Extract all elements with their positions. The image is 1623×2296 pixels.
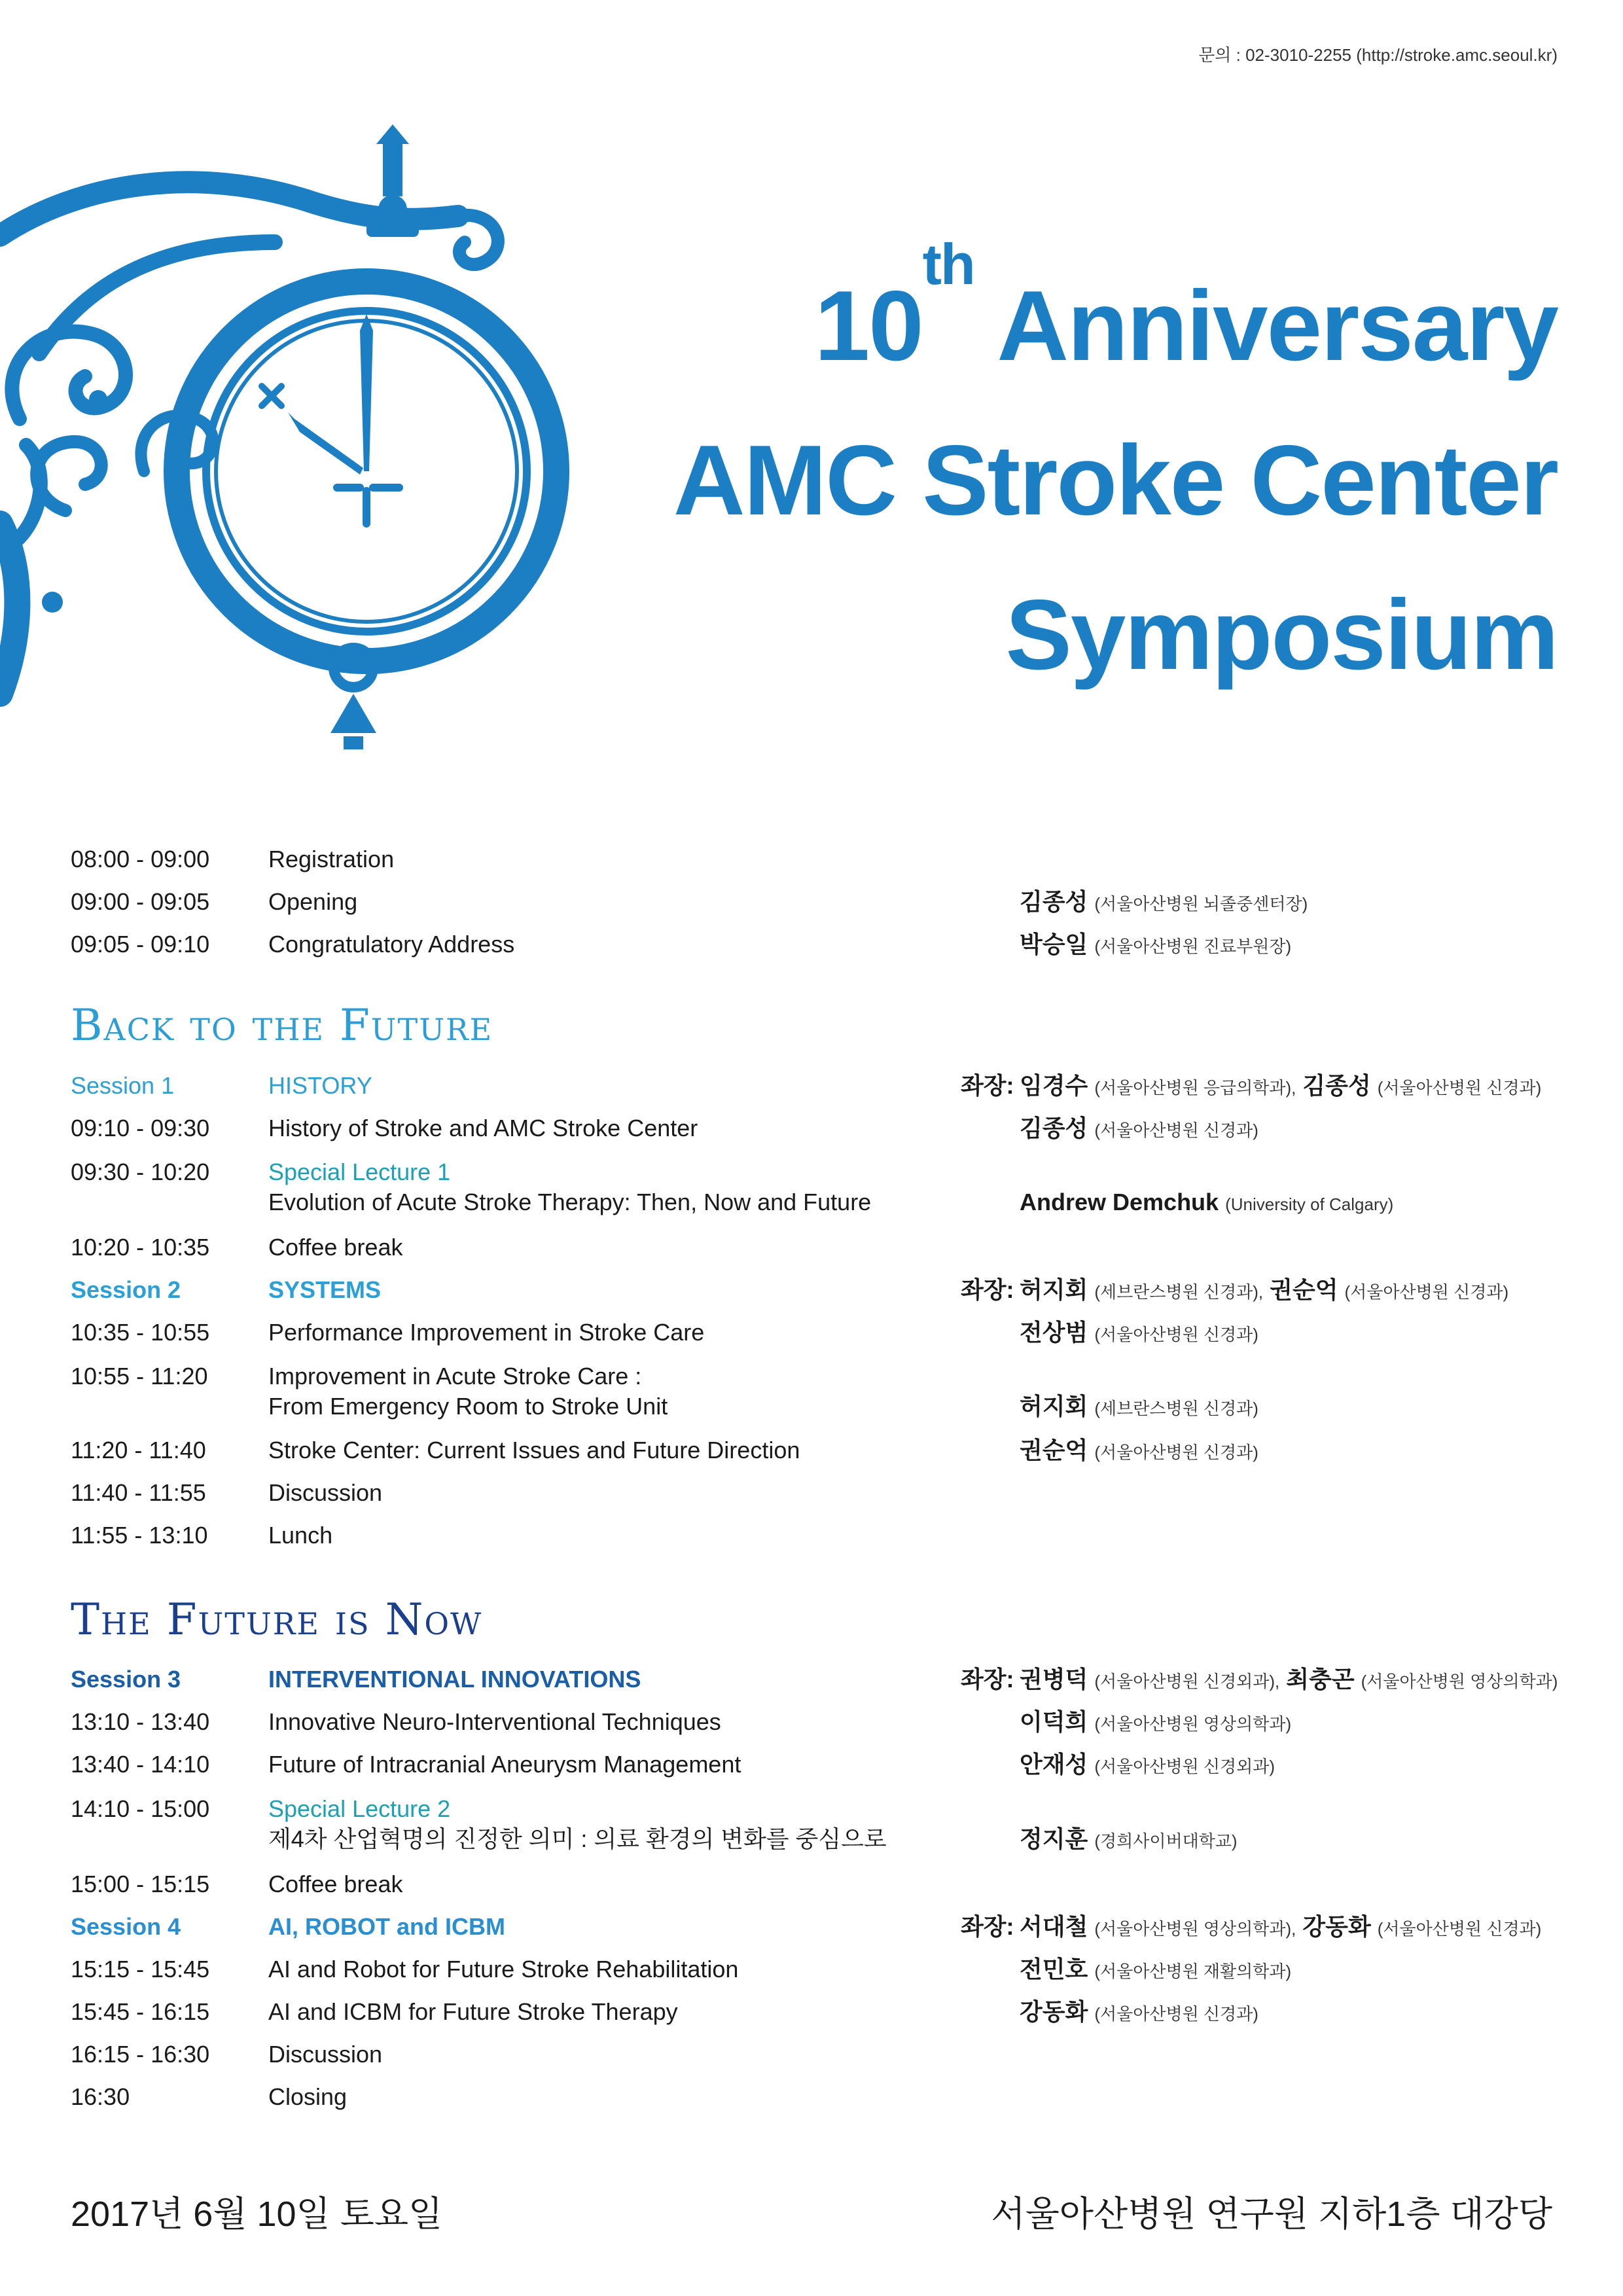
speaker: 강동화 (서울아산병원 신경과) <box>1020 1998 1258 2025</box>
speaker: 이덕희 (서울아산병원 영상의학과) <box>1020 1708 1292 1735</box>
chairs: 권병덕 (서울아산병원 신경외과), 최충곤 (서울아산병원 영상의학과) <box>1020 1666 1558 1693</box>
chairs: 서대철 (서울아산병원 영상의학과), 강동화 (서울아산병원 신경과) <box>1020 1913 1542 1940</box>
chairs: 허지회 (세브란스병원 신경과), 권순억 (서울아산병원 신경과) <box>1020 1276 1509 1303</box>
speaker: 박승일 (서울아산병원 진료부원장) <box>1020 931 1292 958</box>
contact-info: 문의 : 02-3010-2255 (http://stroke.amc.seoul.kr) <box>1198 45 1558 65</box>
title-line-1: 10th Anniversary <box>814 232 1558 382</box>
event-venue: 서울아산병원 연구원 지하1층 대강당 <box>991 2195 1552 2234</box>
event-date: 2017년 6월 10일 토요일 <box>71 2195 443 2234</box>
speaker: 안재성 (서울아산병원 신경외과) <box>1020 1751 1275 1778</box>
speaker: 전상범 (서울아산병원 신경과) <box>1020 1319 1258 1346</box>
title-line-2: AMC Stroke Center <box>673 425 1558 536</box>
title-line-3: Symposium <box>1005 579 1558 691</box>
chairs: 임경수 (서울아산병원 응급의학과), 김종성 (서울아산병원 신경과) <box>1020 1072 1542 1099</box>
main-title <box>673 232 1558 712</box>
speaker: 전민호 (서울아산병원 재활의학과) <box>1020 1956 1292 1982</box>
speaker: 허지회 (세브란스병원 신경과) <box>1020 1393 1258 1420</box>
section-heading-the-future-is-now: The Future is Now <box>71 1594 483 1645</box>
speaker: 김종성 (서울아산병원 뇌졸중센터장) <box>1020 888 1308 915</box>
section-heading-back-to-the-future: Back to the Future <box>71 1000 493 1050</box>
speaker: 정지훈 (경희사이버대학교) <box>1020 1825 1238 1852</box>
clock-illustration <box>0 105 589 753</box>
speaker: 권순억 (서울아산병원 신경과) <box>1020 1437 1258 1463</box>
speaker: 김종성 (서울아산병원 신경과) <box>1020 1115 1258 1141</box>
speaker: Andrew Demchuk (University of Calgary) <box>1020 1189 1394 1215</box>
